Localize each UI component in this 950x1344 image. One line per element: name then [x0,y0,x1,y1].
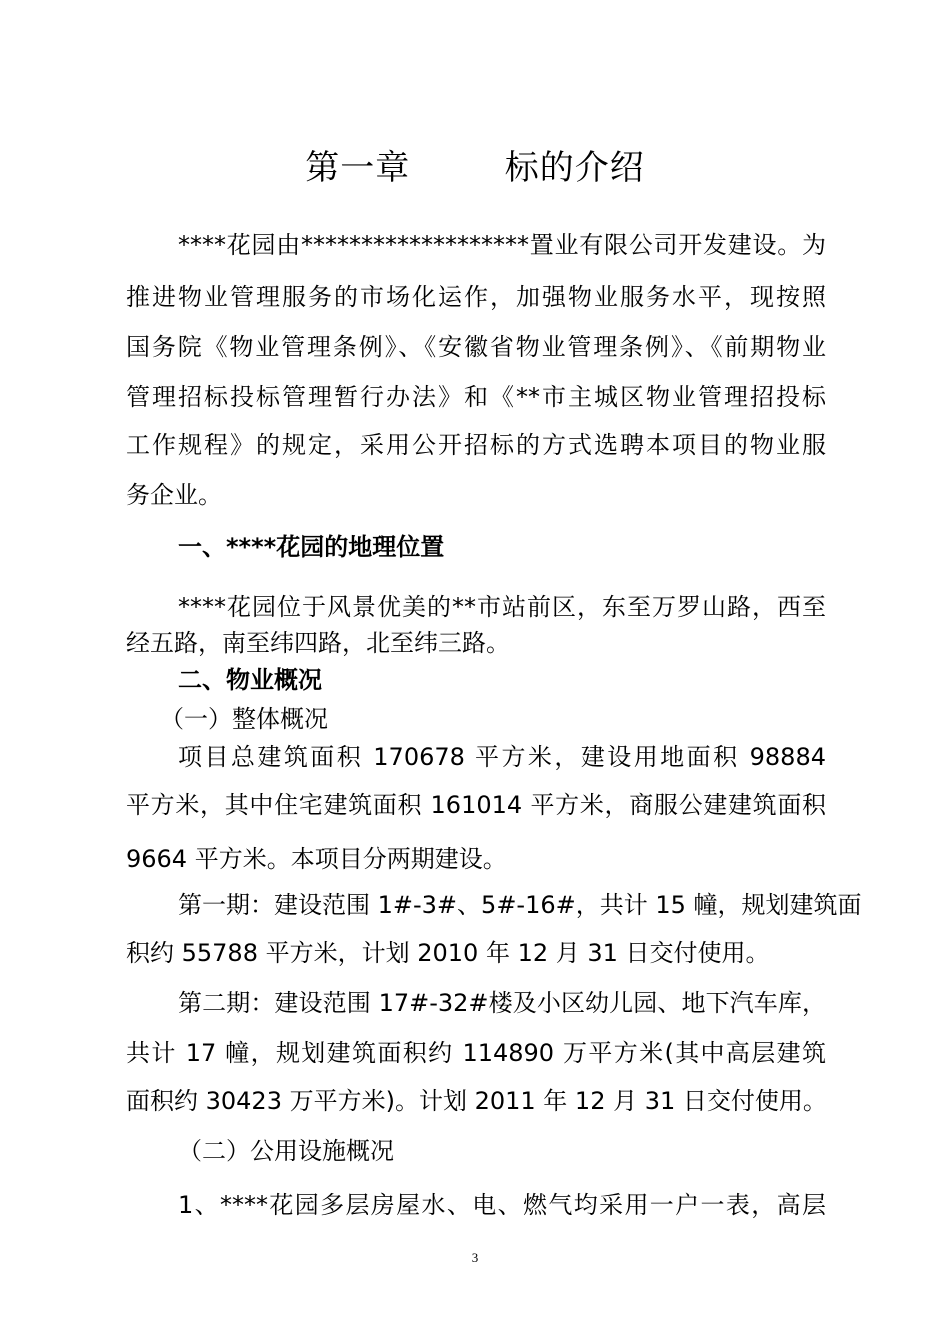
phase1-line-1: 第一期：建设范围 1#-3#、5#-16#，共计 15 幢，规划建筑面 [178,891,862,919]
subsection2-heading: （二）公用设施概况 [178,1137,394,1165]
chapter-title: 第一章 标的介绍 [305,148,645,188]
phase2-line-2: 共计 17 幢，规划建筑面积约 114890 万平方米(其中高层建筑 [126,1039,826,1067]
intro-line-4: 管理招标投标管理暂行办法》和《**市主城区物业管理招投标 [126,383,826,411]
phase2-line-3: 面积约 30423 万平方米)。计划 2011 年 12 月 31 日交付使用。 [126,1087,827,1115]
intro-line-1: ****花园由*******************置业有限公司开发建设。为 [178,231,826,259]
section1-line-1: ****花园位于风景优美的**市站前区，东至万罗山路，西至 [178,593,826,621]
intro-line-2: 推进物业管理服务的市场化运作，加强物业服务水平，现按照 [126,283,826,311]
page-number: 3 [471,1250,479,1265]
phase1-line-2: 积约 55788 平方米，计划 2010 年 12 月 31 日交付使用。 [126,939,770,967]
facility-line-1: 1、****花园多层房屋水、电、燃气均采用一户一表，高层 [178,1191,826,1219]
overall-line-2: 平方米，其中住宅建筑面积 161014 平方米，商服公建建筑面积 [126,791,826,819]
section1-line-2: 经五路，南至纬四路，北至纬三路。 [126,629,510,657]
section2-heading: 二、物业概况 [178,666,322,694]
section1-heading: 一、****花园的地理位置 [178,533,445,561]
subsection1-heading: （一）整体概况 [160,705,328,733]
overall-line-3: 9664 平方米。本项目分两期建设。 [126,845,507,873]
phase2-line-1: 第二期：建设范围 17#-32#楼及小区幼儿园、地下汽车库， [178,989,826,1017]
intro-line-6: 务企业。 [126,481,222,509]
intro-line-3: 国务院《物业管理条例》、《安徽省物业管理条例》、《前期物业 [126,333,826,361]
overall-line-1: 项目总建筑面积 170678 平方米，建设用地面积 98884 [178,743,826,771]
intro-line-5: 工作规程》的规定，采用公开招标的方式选聘本项目的物业服 [126,431,826,459]
